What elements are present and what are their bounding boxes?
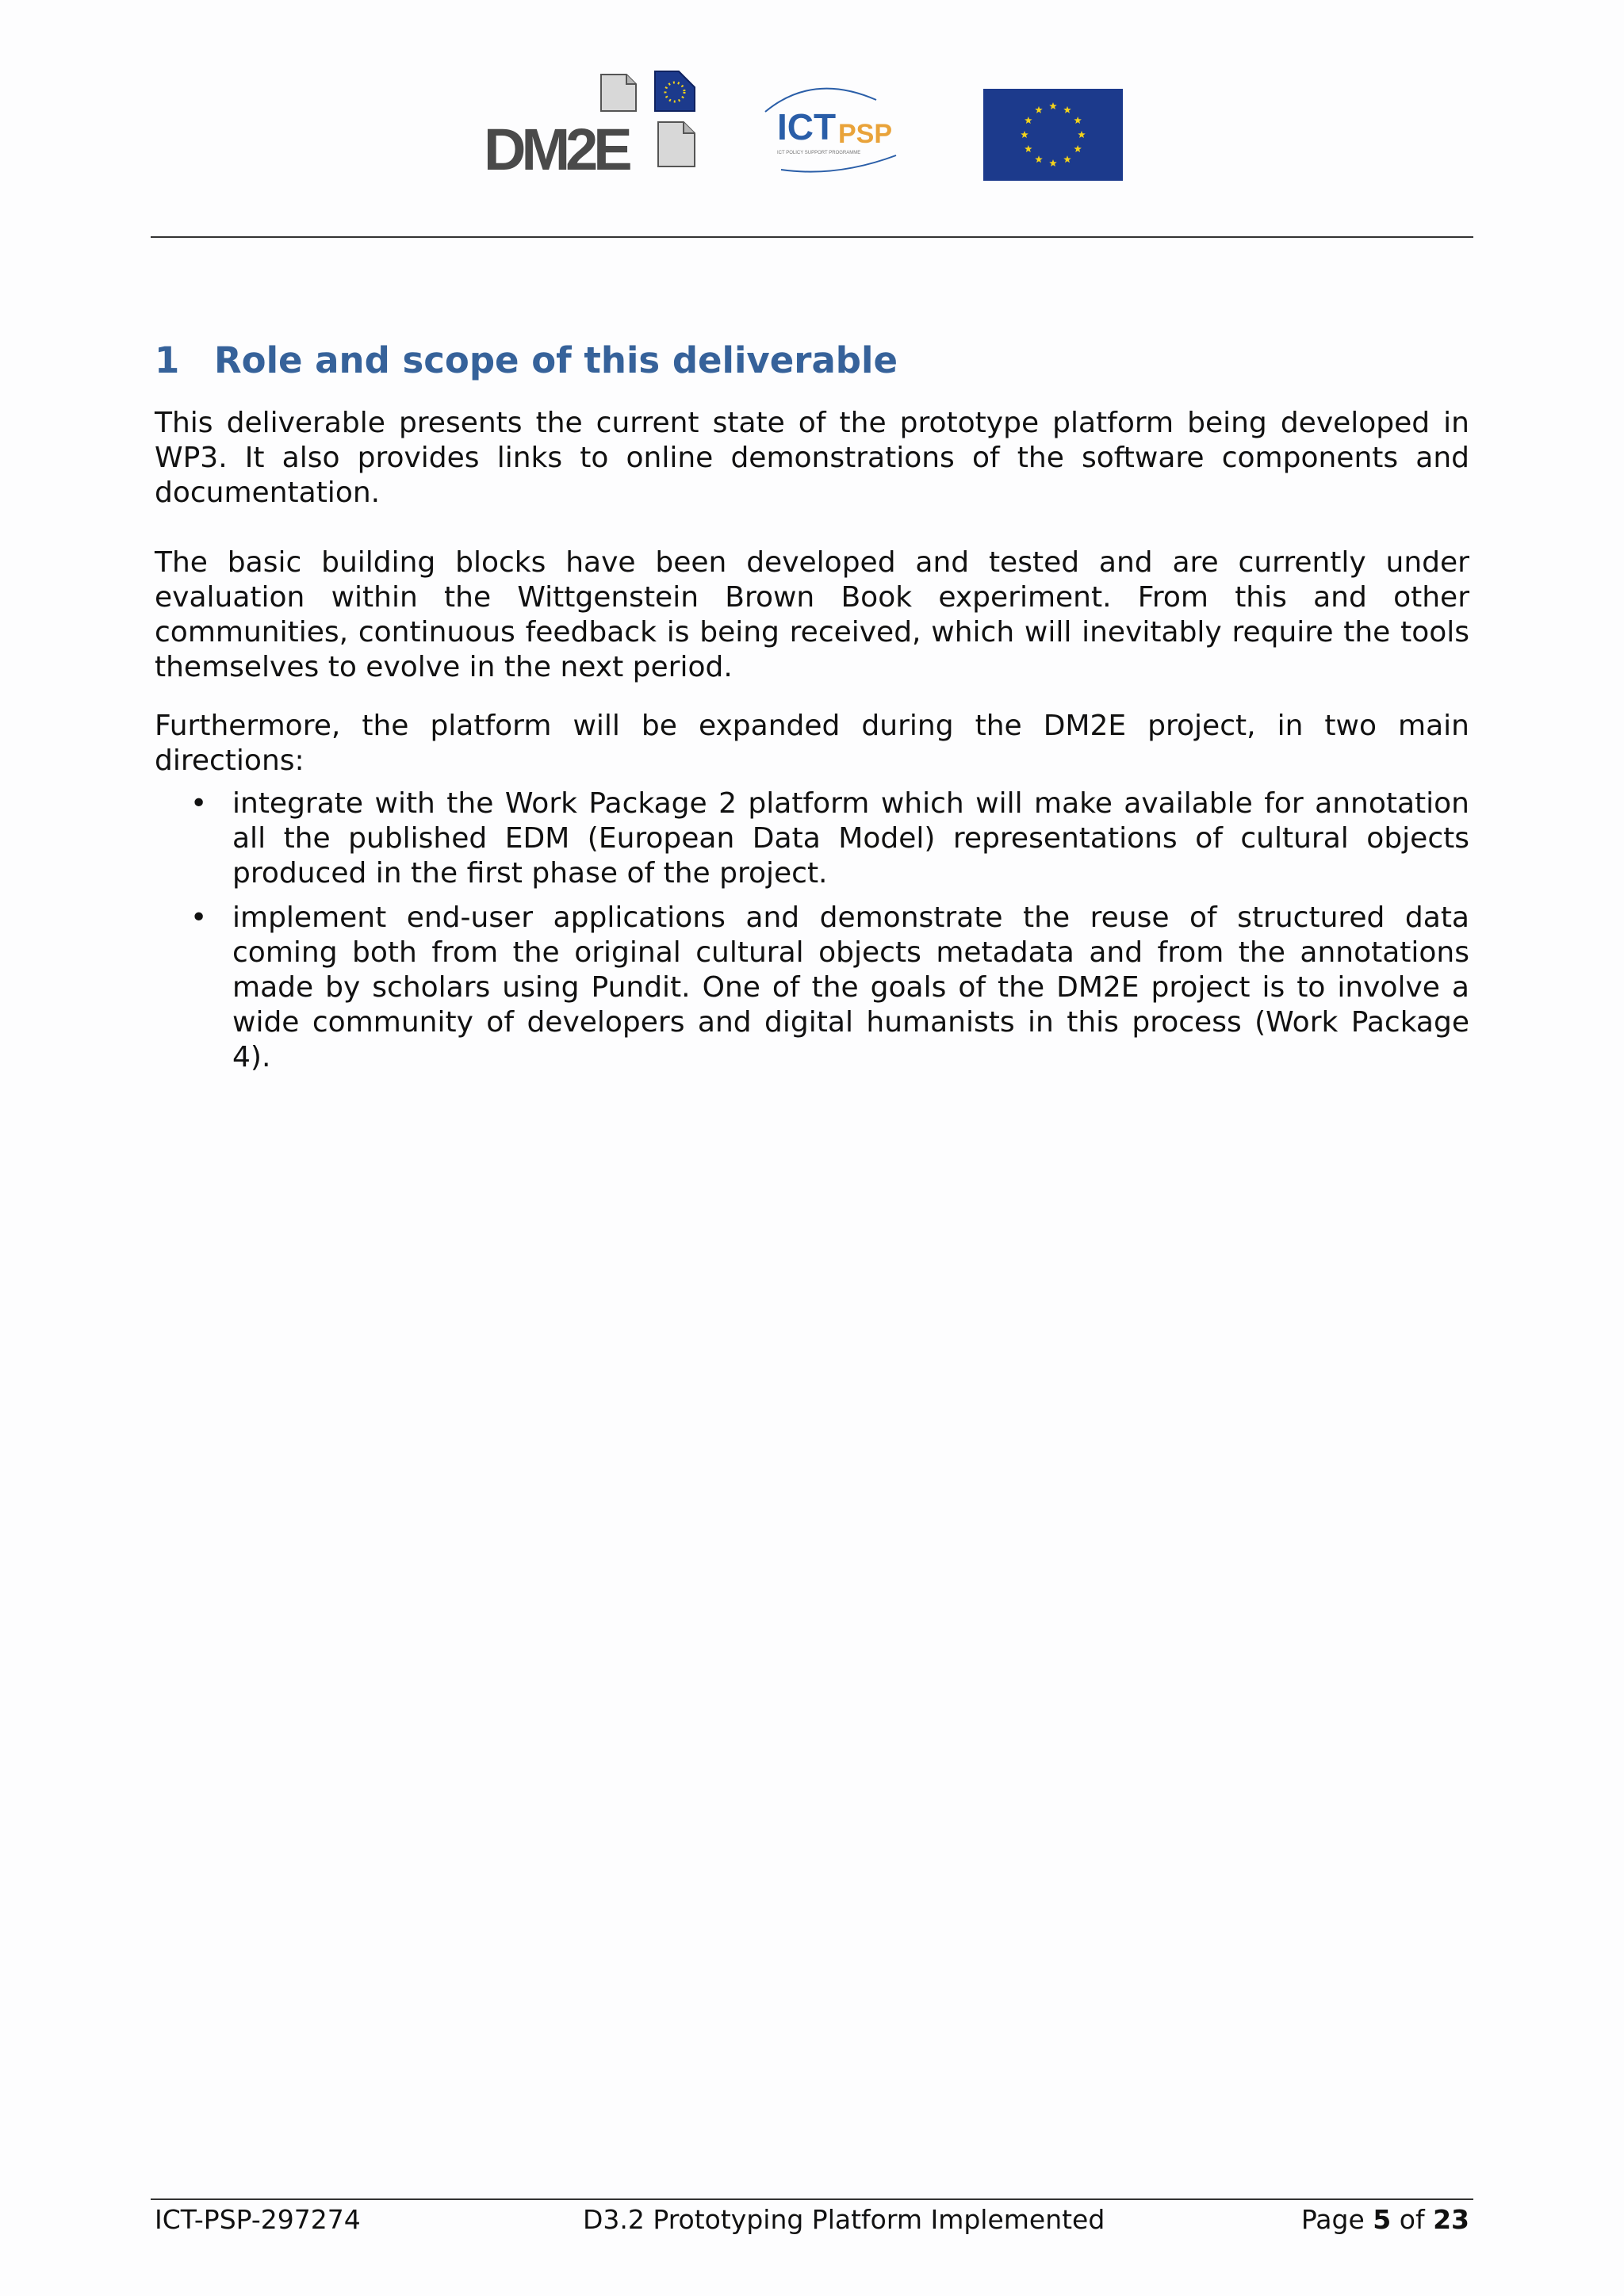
eu-flag-icon <box>983 89 1123 181</box>
ict-subtitle: ICT POLICY SUPPORT PROGRAMME <box>777 151 861 155</box>
document-icon <box>658 122 695 166</box>
bullet-icon: • <box>190 787 208 820</box>
page-prefix: Page <box>1300 2204 1365 2235</box>
page-content <box>155 339 1469 1085</box>
dm2e-logo <box>484 68 698 175</box>
footer-document-title: D3.2 Prototyping Platform Implemented <box>583 2204 1105 2235</box>
paragraph-furthermore: Furthermore, the platform will be expanded during the DM2E project, in two main directions: <box>155 710 1469 777</box>
page-total: 23 <box>1433 2204 1469 2235</box>
page-footer <box>155 2204 1469 2244</box>
paragraph-building-blocks: The basic building blocks have been developed and tested and are currently under evaluation within the Wittgenstein Brown Book experiment. From this and other communities, continuous feedback is being received, which will inevitably require the tools themselves to evolve in the next period. <box>155 546 1469 683</box>
header-rule <box>151 236 1473 238</box>
section-title: Role and scope of this deliverable <box>214 339 898 381</box>
list-item-text: integrate with the Work Package 2 platform which will make available for annotation all the published EDM (European Data Model) representations of cultural objects produced in the first phase of the project. <box>232 787 1469 890</box>
list-item-text: implement end-user applications and demonstrate the reuse of structured data coming both from the original cultural objects metadata and from the annotations made by scholars using Pundit. One of the goals of the DM2E project is to involve a wide community of developers and digital humanists in this process (Work Package 4). <box>232 901 1469 1073</box>
page-current: 5 <box>1373 2204 1392 2235</box>
header-logos <box>0 68 1624 187</box>
paragraph-intro: This deliverable presents the current state of the prototype platform being developed in WP3. It also provides links to online demonstrations of the software components and documentation. <box>155 407 1469 509</box>
footer-project-id: ICT-PSP-297274 <box>155 2204 361 2235</box>
section-heading <box>155 339 1469 382</box>
document-icon <box>601 75 636 111</box>
psp-text: PSP <box>838 119 893 149</box>
bullet-icon: • <box>190 901 208 934</box>
list-item <box>155 786 1469 891</box>
list-item <box>155 901 1469 1075</box>
ict-text: ICT <box>777 106 837 147</box>
ictpsp-logo <box>749 76 900 183</box>
dm2e-logo-text: DM2E <box>484 117 628 175</box>
footer-rule <box>151 2198 1473 2200</box>
page-of: of <box>1399 2204 1425 2235</box>
section-number: 1 <box>155 339 180 381</box>
eu-document-icon <box>655 71 695 111</box>
directions-list <box>155 786 1469 1075</box>
footer-page-number <box>1301 2204 1469 2235</box>
